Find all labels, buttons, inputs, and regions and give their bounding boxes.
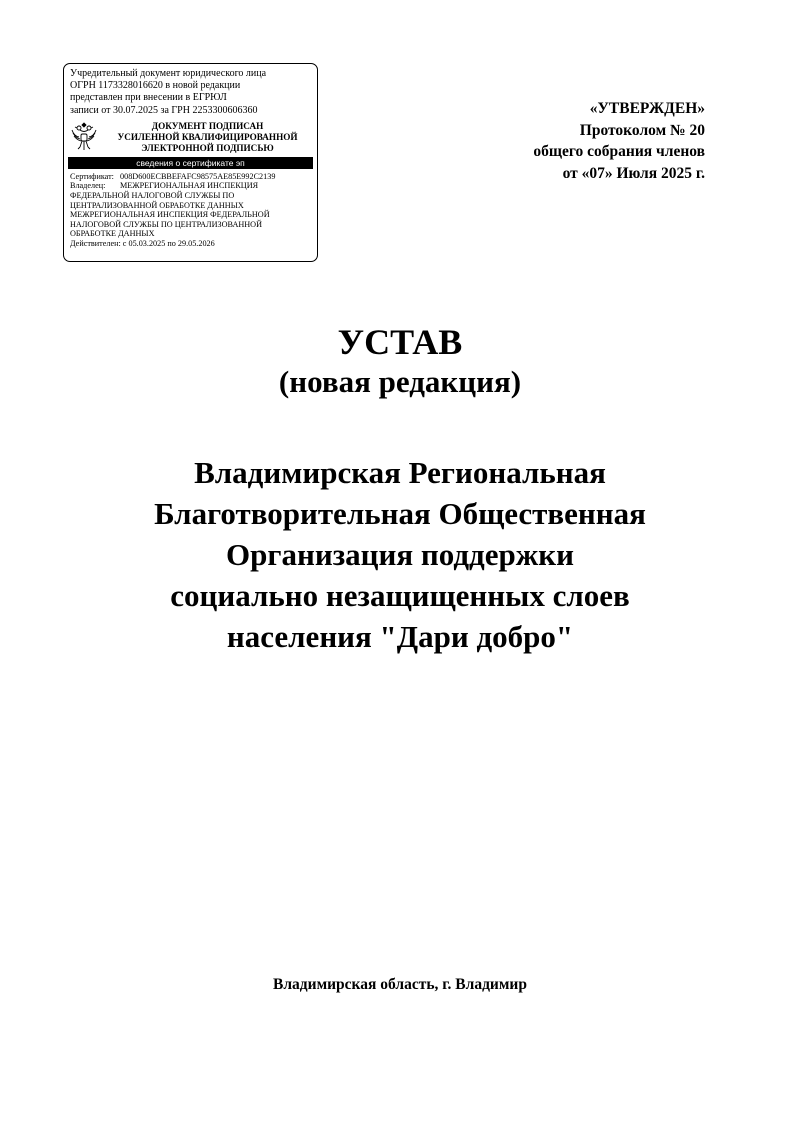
- document-title: [0, 322, 800, 400]
- owner-value: МЕЖРЕГИОНАЛЬНАЯ ИНСПЕКЦИЯ: [120, 181, 259, 191]
- organization-name-line: населения "Дари добро": [226, 619, 574, 654]
- signature-title-line: УСИЛЕННОЙ КВАЛИФИЦИРОВАННОЙ: [117, 131, 298, 142]
- registration-stamp: [63, 63, 318, 262]
- organization-name-line: Благотворительная Общественная: [154, 496, 646, 531]
- organization-name-line: Организация поддержки: [226, 537, 574, 572]
- owner-line: ОБРАБОТКЕ ДАННЫХ: [70, 229, 155, 239]
- validity-label: Действителен:: [70, 238, 121, 248]
- owner-row: [70, 181, 311, 191]
- owner-line: НАЛОГОВОЙ СЛУЖБЫ ПО ЦЕНТРАЛИЗОВАННОЙ: [70, 219, 263, 229]
- approval-block: [533, 98, 705, 184]
- stamp-header-line: записи от 30.07.2025 за ГРН 2253300606360: [70, 104, 258, 116]
- approval-line: Протоколом № 20: [579, 121, 705, 139]
- approval-line: от «07» Июля 2025 г.: [562, 164, 705, 182]
- certificate-details: [70, 172, 311, 249]
- signature-title: [104, 121, 311, 154]
- stamp-header-line: Учредительный документ юридического лица: [70, 68, 267, 79]
- location: Владимирская область, г. Владимир: [273, 976, 527, 993]
- owner-line: ЦЕНТРАЛИЗОВАННОЙ ОБРАБОТКЕ ДАННЫХ: [70, 200, 244, 210]
- validity-value: с 05.03.2025 по 29.05.2026: [122, 238, 215, 248]
- certificate-row: [70, 172, 311, 182]
- approval-line: «УТВЕРЖДЕН»: [589, 100, 705, 117]
- owner-line: МЕЖРЕГИОНАЛЬНАЯ ИНСПЕКЦИЯ ФЕДЕРАЛЬНОЙ: [70, 210, 270, 220]
- stamp-header-line: представлен при внесении в ЕГРЮЛ: [70, 92, 227, 104]
- certificate-info-bar: сведения о сертификате эп: [68, 157, 313, 169]
- approval-line: общего собрания членов: [533, 143, 705, 160]
- signature-title-line: ЭЛЕКТРОННОЙ ПОДПИСЬЮ: [141, 142, 274, 153]
- signature-title-line: ДОКУМЕНТ ПОДПИСАН: [151, 120, 264, 131]
- stamp-header: [70, 68, 311, 117]
- title-subtitle: (новая редакция): [278, 364, 522, 399]
- validity-row: [70, 239, 311, 249]
- owner-label: Владелец:: [70, 181, 106, 191]
- stamp-header-line: ОГРН 1173328016620 в новой редакции: [70, 80, 241, 92]
- title-main: УСТАВ: [337, 322, 463, 362]
- organization-name: [0, 452, 800, 657]
- russian-coat-of-arms-icon: [70, 122, 98, 152]
- organization-name-line: социально незащищенных слоев: [170, 578, 630, 613]
- certificate-label: Сертификат:: [70, 171, 114, 181]
- owner-line: ФЕДЕРАЛЬНОЙ НАЛОГОВОЙ СЛУЖБЫ ПО: [70, 191, 235, 200]
- signature-block: [70, 121, 311, 154]
- certificate-value: 008D600ECBBEFAFC98575AE85E992C2139: [120, 171, 276, 181]
- organization-name-line: Владимирская Региональная: [194, 455, 606, 490]
